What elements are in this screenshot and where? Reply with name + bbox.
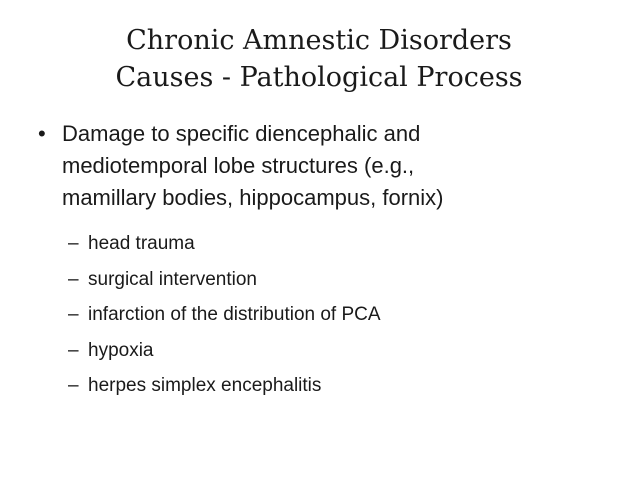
- main-bullet-line: mediotemporal lobe structures (e.g.,: [62, 153, 415, 178]
- main-bullet-text: [62, 118, 598, 214]
- sub-bullet-text: surgical intervention: [88, 268, 257, 290]
- sub-bullet-text: herpes simplex encephalitis: [88, 375, 322, 396]
- dash-marker: –: [68, 375, 79, 396]
- dash-marker: –: [68, 304, 79, 325]
- main-bullet-line: mamillary bodies, hippocampus, fornix): [62, 185, 444, 210]
- sub-bullet-item: [68, 226, 588, 262]
- main-bullet-line: Damage to specific diencephalic and: [62, 121, 421, 146]
- bullet-marker: •: [38, 121, 46, 146]
- sub-bullet-text: head trauma: [88, 233, 195, 254]
- slide-title: [40, 22, 598, 96]
- sub-bullet-item: [68, 297, 588, 333]
- sub-bullet-item: [68, 368, 588, 404]
- dash-marker: –: [68, 268, 79, 290]
- dash-marker: –: [68, 233, 79, 254]
- title-line: Causes - Pathological Process: [115, 62, 523, 93]
- sub-bullet-text: infarction of the distribution of PCA: [88, 304, 381, 325]
- dash-marker: –: [68, 339, 79, 361]
- sub-bullet-item: [68, 262, 588, 298]
- sub-bullet-item: [68, 333, 588, 369]
- sub-bullet-list: [68, 226, 588, 404]
- sub-bullet-text: hypoxia: [88, 339, 154, 361]
- main-bullet: [38, 118, 598, 214]
- title-line: Chronic Amnestic Disorders: [126, 25, 512, 56]
